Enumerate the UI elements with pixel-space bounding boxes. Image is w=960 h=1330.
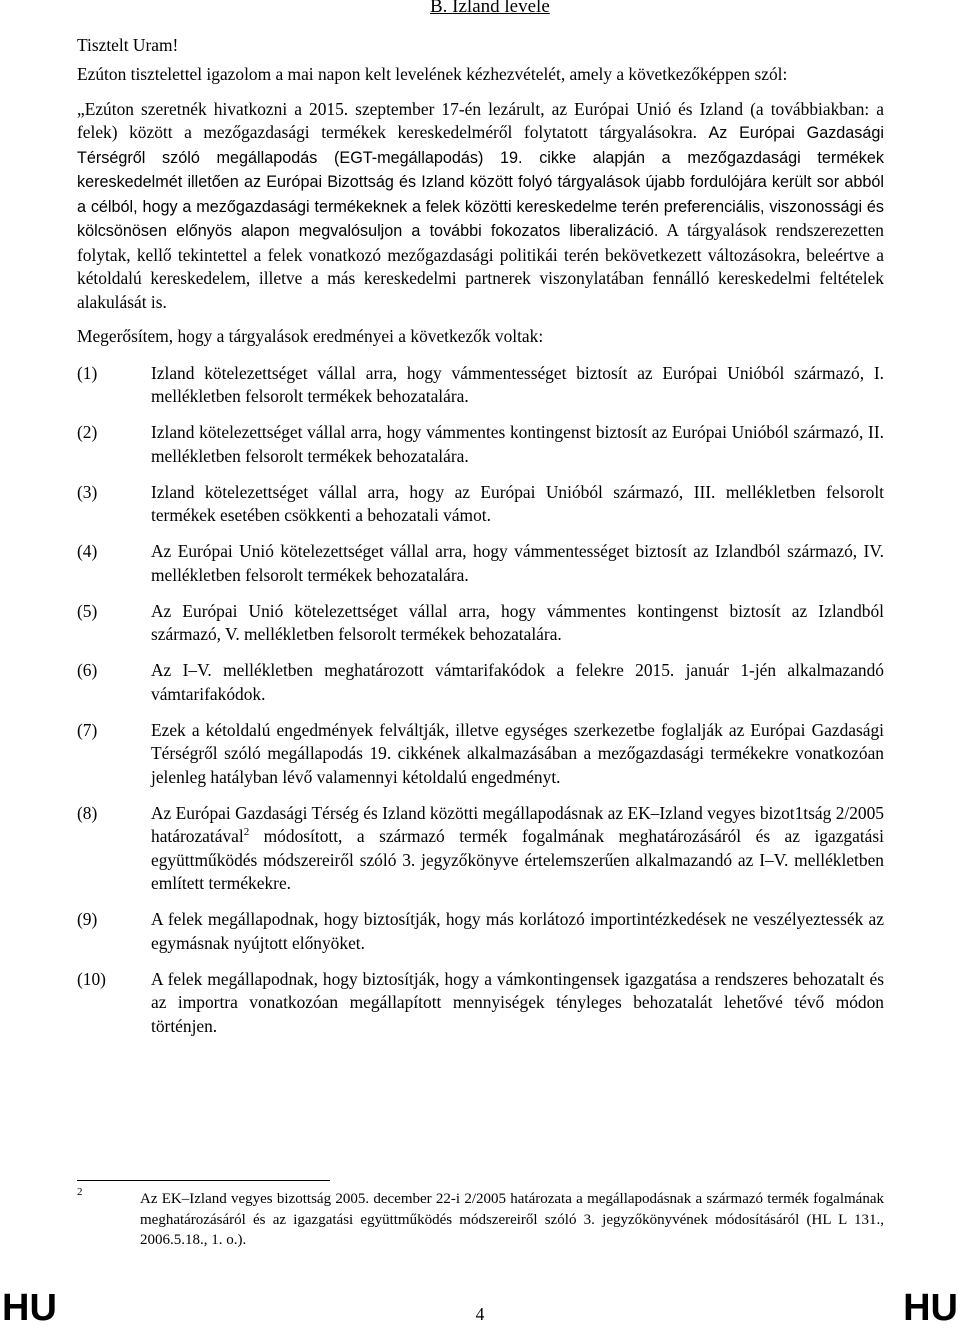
list-item-number: (1)	[77, 362, 98, 383]
list-item-text: A felek megállapodnak, hogy biztosítják, hogy más korlátozó importintézkedések ne veszélyeztessék az egymásnak nyújtott előnyöket.	[151, 909, 884, 953]
footnote-number: 2	[77, 1186, 83, 1198]
list-item	[77, 908, 884, 955]
language-code-left: HU	[2, 1287, 57, 1329]
list-item-number: (5)	[77, 600, 98, 621]
document-body	[77, 63, 884, 1051]
list-item	[77, 968, 884, 1039]
list-item-text: Az Európai Unió kötelezettséget vállal arra, hogy vámmentességet biztosít az Izlandból származó, IV. mellékletben felsorolt termékek behozatalára.	[151, 541, 884, 585]
list-item-text: Az Európai Unió kötelezettséget vállal arra, hogy vámmentes kontingenst biztosít az Izlandból származó, V. mellékletben felsorolt termékek behozatalára.	[151, 600, 884, 644]
document-heading: B. Izland levele	[430, 0, 550, 17]
list-item-text: Izland kötelezettséget vállal arra, hogy az Európai Unióból származó, III. mellékletben felsorolt termékek esetében csökkenti a behozatali vámot.	[151, 481, 884, 525]
list-item-number: (8)	[77, 802, 98, 823]
list-item-number: (4)	[77, 541, 98, 561]
list-item	[77, 540, 884, 587]
list-item-text: Az I–V. mellékletben meghatározott vámtarifakódok a felekre 2015. január 1-jén alkalmazandó vámtarifakódok.	[151, 660, 884, 704]
list-item-text: Ezek a kétoldalú engedmények felváltják, illetve egységes szerkezetbe foglalják az Európai Gazdasági Térségről szóló megállapodás 19. cikkének alkalmazásában a mezőgazdasági termékekre vonatkozóan jelenleg hatályban lévő valamennyi kétoldalú engedményt.	[151, 719, 884, 787]
footnote	[77, 1186, 884, 1251]
results-list	[77, 362, 884, 1039]
quoted-text-part2: Az Európai Gazdasági Térségről szóló megállapodás (EGT-megállapodás) 19. cikke alapján a mezőgazdasági termékek kereskedelmét illetően az Európai Bizottság és Izland között folyó tárgyalások újabb fordulójára került sor abból a célból, hogy a mezőgazdasági termékeknek a felek közötti kereskedelme terén preferenciális, viszonossági és kölcsönösen előnyös alapon megvalósuljon a további fokozatos liberalizáció.	[77, 124, 884, 240]
list-item-number: (9)	[77, 909, 98, 929]
list-item	[77, 600, 884, 647]
list-item	[77, 481, 884, 528]
list-item	[77, 659, 884, 706]
list-item	[77, 802, 884, 896]
list-item-text: A felek megállapodnak, hogy biztosítják, hogy a vámkontingensek igazgatása a rendszeres behozatalt és az importra vonatkozóan megállapított mennyiségek tényleges behozatalát lehetővé tévő módon történjen.	[151, 968, 884, 1036]
quoted-text-part1: „Ezúton szeretnék hivatkozni a 2015. szeptember 17-én lezárult, az Európai Unió és Izland (a továbbiakban: a felek) között a mezőgazdasági termékek kereskedelméről folytatott tárgyalásokra.	[77, 98, 884, 142]
quoted-text-part3: A tárgyalások rendszerezetten folytak, kellő tekintettel a felek vonatkozó mezőgazdasági politikái terén bekövetkezett változásokra, beleértve a kétoldalú kereskedelem, illetve a más kereskedelmi partnerek viszonylatában fennálló kereskedelmi feltételek alakulását is.	[77, 220, 884, 312]
salutation: Tisztelt Uram!	[77, 35, 179, 55]
list-item-number: (7)	[77, 719, 98, 740]
list-item-text: Izland kötelezettséget vállal arra, hogy vámmentes kontingenst biztosít az Európai Unióból származó, II. mellékletben felsorolt termékek behozatalára.	[151, 422, 884, 466]
list-item	[77, 362, 884, 409]
page-number: 4	[475, 1304, 485, 1324]
list-item	[77, 719, 884, 790]
list-item-text	[151, 802, 884, 896]
list-item-text: Izland kötelezettséget vállal arra, hogy vámmentességet biztosít az Európai Unióból származó, I. mellékletben felsorolt termékek behozatalára.	[151, 362, 884, 406]
list-item	[77, 421, 884, 468]
footnote-text: Az EK–Izland vegyes bizottság 2005. december 22-i 2/2005 határozata a megállapodásnak a származó termék fogalmának meghatározásáról és az igazgatási együttműködés módszereiről szóló 3. jegyzőkönyvének módosításáról (HL L 131., 2006.5.18., 1. o.).	[140, 1191, 884, 1248]
footnote-separator	[77, 1180, 330, 1181]
footnote-reference[interactable]: 2	[243, 826, 250, 839]
intro-paragraph: Ezúton tisztelettel igazolom a mai napon kelt levelének kézhezvételét, amely a következőképpen szól:	[77, 64, 788, 84]
list-item-number: (2)	[77, 422, 98, 442]
quoted-paragraph	[77, 98, 884, 315]
list-item-number: (10)	[77, 968, 106, 989]
list-item-number: (6)	[77, 660, 98, 680]
list-item-text-before-ref: Az Európai Gazdasági Térség és Izland közötti megállapodásnak az EK–Izland vegyes bizot1tság 2/2005 határozatával	[151, 802, 884, 846]
language-code-right: HU	[903, 1287, 958, 1329]
list-item-number: (3)	[77, 481, 98, 502]
confirm-paragraph: Megerősítem, hogy a tárgyalások eredményei a következők voltak:	[77, 326, 544, 346]
list-item-text-after-ref: módosított, a származó termék fogalmának meghatározásáról és az igazgatási együttműködés módszereiről szóló 3. jegyzőkönyve értelemszerűen alkalmazandó az I–V. mellékletben említett termékekre.	[151, 826, 884, 893]
